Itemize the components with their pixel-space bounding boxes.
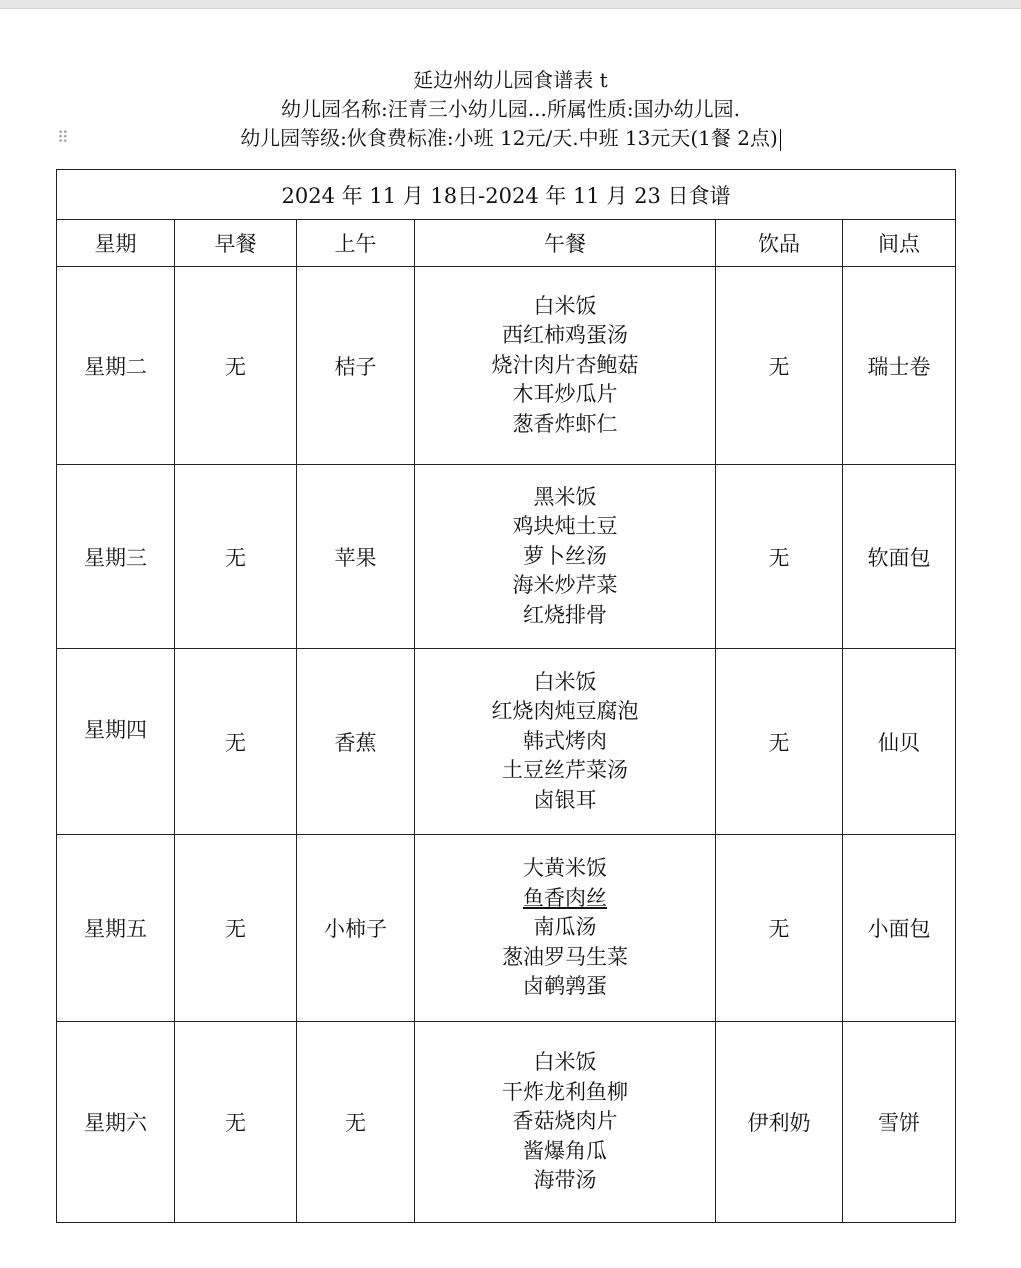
table-title: 2024 年 11 月 18日-2024 年 11 月 23 日食谱 bbox=[57, 170, 956, 220]
lunch-dish: 酱爆角瓜 bbox=[523, 1138, 607, 1163]
table-row bbox=[57, 1022, 956, 1223]
lunch-cell bbox=[415, 649, 716, 835]
lunch-dish: 干炸龙利鱼柳 bbox=[502, 1079, 628, 1104]
fee-standard-text: 幼儿园等级:伙食费标准:小班 12元/天.中班 13元天(1餐 2点) bbox=[240, 126, 778, 150]
lunch-dish: 红烧排骨 bbox=[523, 602, 607, 627]
lunch-dish: 海带汤 bbox=[533, 1168, 597, 1193]
lunch-dish: 白米饭 bbox=[533, 1050, 597, 1075]
lunch-dish: 黑米饭 bbox=[533, 484, 597, 509]
snack-cell: 软面包 bbox=[843, 465, 956, 649]
lunch-cell bbox=[415, 1022, 716, 1223]
lunch-dish: 西红柿鸡蛋汤 bbox=[502, 323, 628, 348]
table-title-row bbox=[57, 170, 956, 220]
drink-cell: 伊利奶 bbox=[716, 1022, 843, 1223]
lunch-dish: 卤银耳 bbox=[533, 787, 597, 812]
table-header-row bbox=[57, 220, 956, 267]
lunch-dish: 红烧肉炖豆腐泡 bbox=[491, 699, 639, 724]
lunch-dish: 白米饭 bbox=[533, 293, 597, 318]
day-cell: 星期三 bbox=[57, 465, 175, 649]
lunch-dish: 南瓜汤 bbox=[533, 915, 597, 940]
lunch-cell bbox=[415, 267, 716, 465]
lunch-dish: 海米炒芹菜 bbox=[512, 573, 618, 598]
lunch-dish: 萝卜丝汤 bbox=[523, 543, 607, 568]
snack-cell: 小面包 bbox=[843, 835, 956, 1022]
document-header bbox=[0, 66, 1021, 153]
document-title: 延边州幼儿园食谱表 t bbox=[413, 68, 608, 92]
drink-cell: 无 bbox=[716, 267, 843, 465]
breakfast-cell: 无 bbox=[175, 465, 297, 649]
day-cell: 星期二 bbox=[57, 267, 175, 465]
morning-cell: 桔子 bbox=[297, 267, 415, 465]
morning-cell: 小柿子 bbox=[297, 835, 415, 1022]
lunch-dish: 香菇烧肉片 bbox=[512, 1109, 618, 1134]
breakfast-cell: 无 bbox=[175, 835, 297, 1022]
breakfast-cell: 无 bbox=[175, 649, 297, 835]
lunch-dish: 土豆丝芹菜汤 bbox=[502, 758, 628, 783]
drink-cell: 无 bbox=[716, 649, 843, 835]
lunch-cell bbox=[415, 465, 716, 649]
morning-cell: 苹果 bbox=[297, 465, 415, 649]
lunch-dish: 鱼香肉丝 bbox=[523, 885, 607, 910]
lunch-dish: 白米饭 bbox=[533, 669, 597, 694]
lunch-dish: 卤鹌鹑蛋 bbox=[523, 974, 607, 999]
drink-cell: 无 bbox=[716, 465, 843, 649]
lunch-dish: 大黄米饭 bbox=[523, 856, 607, 881]
kindergarten-info: 幼儿园名称:汪青三小幼儿园...所属性质:国办幼儿园. bbox=[281, 97, 740, 121]
drink-cell: 无 bbox=[716, 835, 843, 1022]
morning-cell: 香蕉 bbox=[297, 649, 415, 835]
breakfast-cell: 无 bbox=[175, 267, 297, 465]
snack-cell: 瑞士卷 bbox=[843, 267, 956, 465]
table-row bbox=[57, 267, 956, 465]
morning-cell: 无 bbox=[297, 1022, 415, 1223]
column-header-day: 星期 bbox=[57, 220, 175, 267]
column-header-snack: 间点 bbox=[843, 220, 956, 267]
day-label: 星期四 bbox=[84, 717, 147, 742]
lunch-dish: 鸡块炖土豆 bbox=[512, 514, 618, 539]
text-cursor bbox=[780, 129, 781, 151]
lunch-dish: 韩式烤肉 bbox=[523, 728, 607, 753]
window-top-bar bbox=[0, 0, 1021, 9]
breakfast-cell: 无 bbox=[175, 1022, 297, 1223]
menu-table bbox=[56, 169, 956, 1223]
table-drag-handle-icon[interactable]: ⠿ bbox=[57, 128, 68, 147]
lunch-dish: 木耳炒瓜片 bbox=[512, 382, 618, 407]
lunch-dish: 烧汁肉片杏鲍菇 bbox=[491, 352, 639, 377]
table-row bbox=[57, 649, 956, 835]
column-header-morning: 上午 bbox=[297, 220, 415, 267]
lunch-dish: 葱香炸虾仁 bbox=[512, 411, 618, 436]
snack-cell: 雪饼 bbox=[843, 1022, 956, 1223]
day-cell: 星期五 bbox=[57, 835, 175, 1022]
fee-standard-line[interactable] bbox=[0, 124, 1021, 153]
snack-cell: 仙贝 bbox=[843, 649, 956, 835]
day-cell bbox=[57, 649, 175, 835]
lunch-dish: 葱油罗马生菜 bbox=[502, 944, 628, 969]
day-cell: 星期六 bbox=[57, 1022, 175, 1223]
column-header-breakfast: 早餐 bbox=[175, 220, 297, 267]
lunch-cell bbox=[415, 835, 716, 1022]
table-row bbox=[57, 835, 956, 1022]
column-header-lunch: 午餐 bbox=[415, 220, 716, 267]
column-header-drink: 饮品 bbox=[716, 220, 843, 267]
table-row bbox=[57, 465, 956, 649]
